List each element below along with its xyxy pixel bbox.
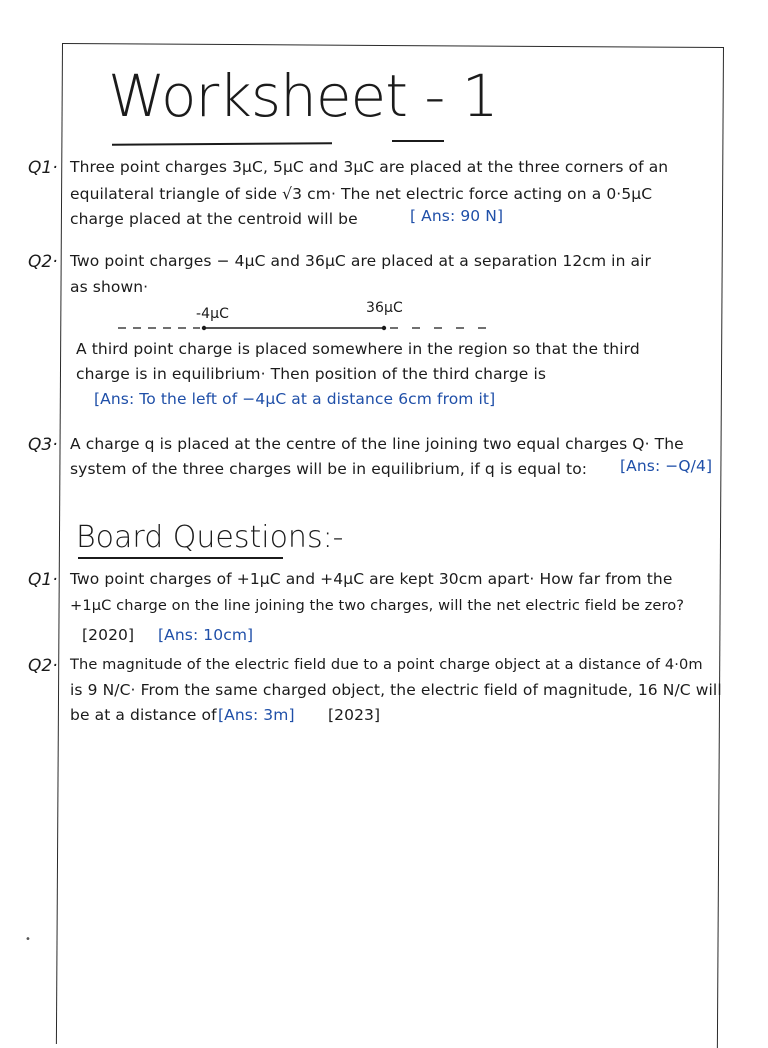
exam-year: [2020] [82, 626, 135, 644]
question-text-line: +1μC charge on the line joining the two charges, will the net electric field be zero? [70, 597, 685, 614]
answer-text: [Ans: 3m] [218, 706, 295, 724]
question-text-line: equilateral triangle of side √3 cm· The net electric force acting on a 0·5μC [70, 185, 653, 203]
answer-text: [Ans: 10cm] [158, 626, 254, 644]
heading-underline [78, 557, 283, 559]
answer-text: [Ans: To the left of −4μC at a distance 6cm from it] [94, 390, 496, 408]
question-text-line: charge placed at the centroid will be [70, 210, 358, 228]
board-questions-heading: Board Questions:- [76, 520, 344, 555]
ink-speck: • [25, 934, 31, 945]
answer-text: [ Ans: 90 N] [410, 207, 504, 225]
charge-separation-diagram [118, 300, 498, 340]
question-number: Q3· [28, 435, 58, 455]
exam-year: [2023] [328, 706, 381, 724]
question-text-line: system of the three charges will be in equilibrium, if q is equal to: [70, 460, 588, 478]
question-text-line: A third point charge is placed somewhere in the region so that the third [76, 340, 640, 358]
question-text-line: as shown· [70, 278, 149, 296]
right-charge-label: 36μC [366, 300, 403, 316]
question-text-line: is 9 N/C· From the same charged object, the electric field of magnitude, 16 N/C will [70, 681, 722, 699]
question-number: Q2· [28, 656, 58, 676]
question-text-line: charge is in equilibrium· Then position of the third charge is [76, 365, 547, 383]
question-text-line: A charge q is placed at the centre of the line joining two equal charges Q· The [70, 435, 684, 453]
charge-left-point [202, 326, 206, 330]
left-charge-label: -4μC [196, 306, 230, 322]
question-text-line: Two point charges of +1μC and +4μC are kept 30cm apart· How far from the [70, 570, 673, 588]
question-number: Q1· [28, 158, 58, 178]
question-text-line: be at a distance of [70, 706, 217, 724]
question-number: Q2· [28, 252, 58, 272]
question-text-line: Three point charges 3μC, 5μC and 3μC are placed at the three corners of an [70, 158, 669, 176]
charge-right-point [382, 326, 386, 330]
answer-text: [Ans: −Q/4] [620, 457, 713, 475]
question-text-line: The magnitude of the electric field due to a point charge object at a distance of 4·0m [70, 656, 703, 673]
title-underline-number [392, 140, 444, 142]
question-text-line: Two point charges − 4μC and 36μC are placed at a separation 12cm in air [70, 252, 652, 270]
worksheet-title: Worksheet - 1 [108, 62, 498, 130]
question-number: Q1· [28, 570, 58, 590]
